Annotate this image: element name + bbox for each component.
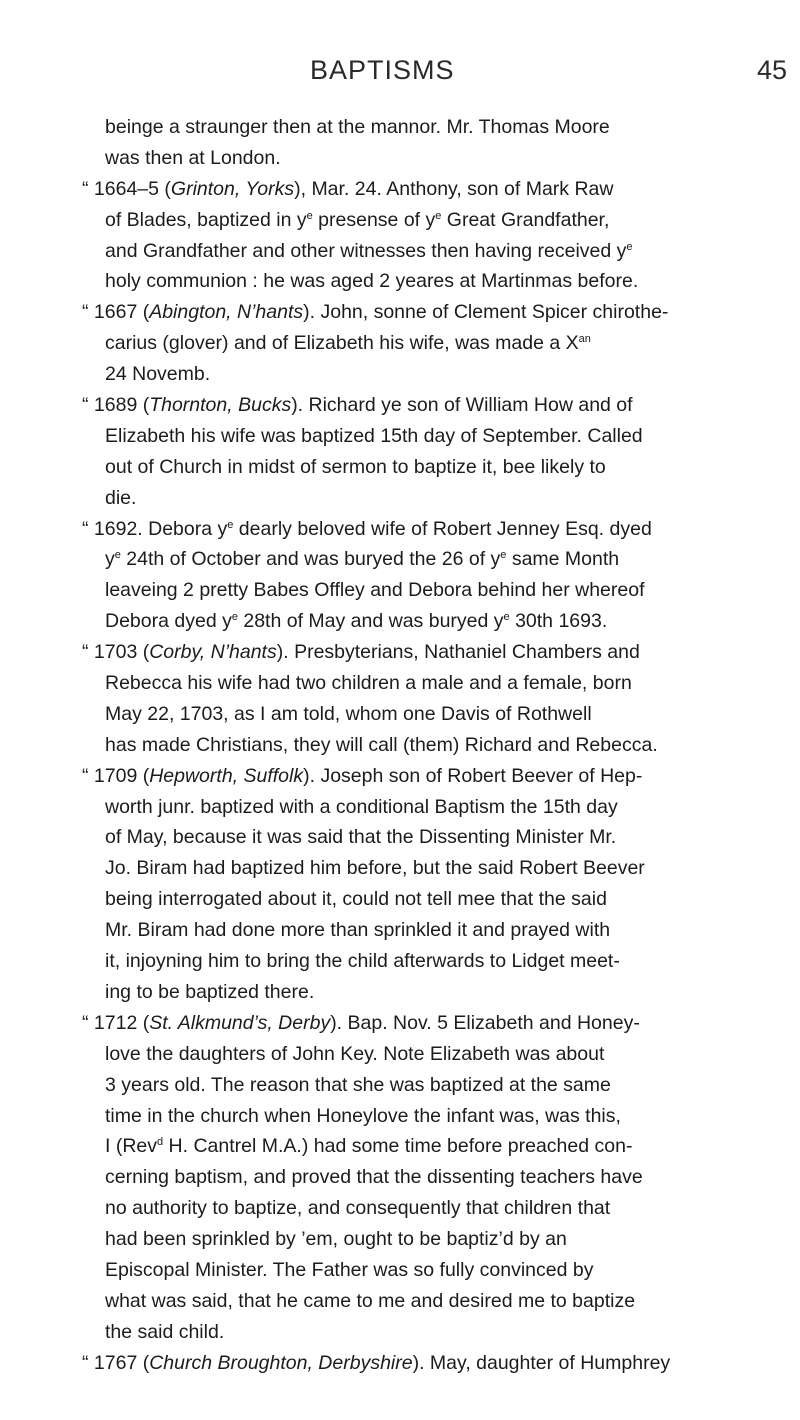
text-line [82, 112, 772, 143]
text-run: the said child. [105, 1320, 225, 1343]
superscript-text: e [500, 549, 507, 562]
text-line [82, 1224, 772, 1255]
text-run: ), Mar. 24. Anthony, son of Mark Raw [294, 177, 614, 200]
text-run: 24th of October and was buryed the 26 of y [120, 548, 501, 571]
text-line [82, 915, 772, 946]
place-name: Thornton, Bucks [149, 394, 292, 417]
text-run: ). Presbyterians, Nathaniel Chambers and [276, 641, 640, 664]
text-line [82, 421, 772, 452]
superscript-text: e [626, 240, 633, 253]
text-line [82, 637, 772, 668]
text-line [82, 1039, 772, 1070]
text-run: had been sprinkled by ’em, ought to be baptiz’d by an [105, 1228, 567, 1251]
superscript-text: d [157, 1136, 164, 1149]
text-line [82, 977, 772, 1008]
text-line [82, 236, 772, 267]
text-run: and Grandfather and other witnesses then having received y [105, 239, 627, 262]
text-line [82, 205, 772, 236]
text-run: ing to be baptized there. [105, 980, 315, 1003]
text-line [82, 1193, 772, 1224]
text-run: “ 1767 ( [82, 1351, 150, 1374]
text-line [82, 853, 772, 884]
text-run: “ 1712 ( [82, 1011, 150, 1034]
page-number: 45 [757, 55, 788, 85]
text-line [82, 514, 772, 545]
superscript-text: e [503, 611, 510, 624]
text-run: cerning baptism, and proved that the dissenting teachers have [105, 1166, 643, 1189]
text-line [82, 143, 772, 174]
text-run: Episcopal Minister. The Father was so fully convinced by [105, 1258, 594, 1281]
text-line [82, 1101, 772, 1132]
text-line [82, 328, 772, 359]
text-run: “ 1667 ( [82, 301, 150, 324]
text-run: die. [105, 486, 137, 509]
text-run: no authority to baptize, and consequently that children that [105, 1197, 611, 1220]
text-run: ). Richard ye son of William How and of [291, 394, 633, 417]
place-name: Church Broughton, Derbyshire [149, 1351, 413, 1374]
text-line [82, 1070, 772, 1101]
text-run: has made Christians, they will call (them) Richard and Rebecca. [105, 733, 658, 756]
text-run: Elizabeth his wife was baptized 15th day of September. Called [105, 424, 643, 447]
text-line [82, 452, 772, 483]
text-run: was then at London. [105, 146, 281, 169]
superscript-text: e [435, 209, 442, 222]
text-run: presense of y [312, 208, 436, 231]
text-line [82, 1286, 772, 1317]
text-line [82, 544, 772, 575]
place-name: Abington, N’hants [149, 301, 304, 324]
place-name: Hepworth, Suffolk [149, 764, 304, 787]
text-run: Rebecca his wife had two children a male and a female, born [105, 672, 632, 695]
text-line [82, 822, 772, 853]
text-run: 24 Novemb. [105, 363, 211, 386]
text-run: Great Grandfather, [441, 208, 610, 231]
text-run: I (Rev [105, 1135, 158, 1158]
superscript-text: e [114, 549, 121, 562]
text-run: it, injoyning him to bring the child afterwards to Lidget meet- [105, 950, 620, 973]
text-line [82, 1348, 772, 1379]
text-run: what was said, that he came to me and desired me to baptize [105, 1289, 636, 1312]
page-header [0, 55, 800, 95]
running-head: BAPTISMS [310, 55, 455, 85]
text-line [82, 761, 772, 792]
text-run: Mr. Biram had done more than sprinkled it and prayed with [105, 919, 611, 942]
text-line [82, 1317, 772, 1348]
superscript-text: e [231, 611, 238, 624]
superscript-text: e [227, 518, 234, 531]
text-run: love the daughters of John Key. Note Elizabeth was about [105, 1042, 605, 1065]
text-run: “ 1709 ( [82, 764, 150, 787]
text-run: “ 1703 ( [82, 641, 150, 664]
text-run: of Blades, baptized in y [105, 208, 307, 231]
text-line [82, 1008, 772, 1039]
text-run: “ 1689 ( [82, 394, 150, 417]
text-line [82, 1162, 772, 1193]
text-line [82, 1255, 772, 1286]
text-run: out of Church in midst of sermon to baptize it, bee likely to [105, 455, 606, 478]
text-run: same Month [506, 548, 620, 571]
text-run: Debora dyed y [105, 610, 232, 633]
place-name: St. Alkmund’s, Derby [149, 1011, 331, 1034]
text-line [82, 946, 772, 977]
text-line [82, 575, 772, 606]
text-run: ). May, daughter of Humphrey [412, 1351, 671, 1374]
superscript-text: an [578, 333, 591, 346]
text-line [82, 699, 772, 730]
text-run: 3 years old. The reason that she was baptized at the same [105, 1073, 611, 1096]
text-run: leaveing 2 pretty Babes Offley and Debora behind her whereof [105, 579, 645, 602]
text-run: beinge a straunger then at the mannor. Mr. Thomas Moore [105, 116, 610, 138]
text-run: Jo. Biram had baptized him before, but the said Robert Beever [105, 857, 645, 880]
text-line [82, 1131, 772, 1162]
text-line [82, 884, 772, 915]
text-run: y [105, 548, 115, 571]
text-line [82, 668, 772, 699]
body-text [82, 112, 772, 1379]
place-name: Corby, N’hants [149, 641, 277, 664]
text-run: ). Bap. Nov. 5 Elizabeth and Honey- [330, 1011, 640, 1034]
text-run: carius (glover) and of Elizabeth his wife, was made a X [105, 332, 579, 355]
text-run: 28th of May and was buryed y [237, 610, 504, 633]
text-line [82, 359, 772, 390]
text-run: of May, because it was said that the Dissenting Minister Mr. [105, 826, 617, 849]
text-run: worth junr. baptized with a conditional Baptism the 15th day [105, 795, 618, 818]
text-run: dearly beloved wife of Robert Jenney Esq. dyed [233, 517, 652, 540]
text-line [82, 606, 772, 637]
text-line [82, 483, 772, 514]
text-line [82, 174, 772, 205]
text-line [82, 390, 772, 421]
text-run: “ 1664–5 ( [82, 177, 171, 200]
text-line [82, 266, 772, 297]
text-run: ). Joseph son of Robert Beever of Hep- [303, 764, 643, 787]
text-run: H. Cantrel M.A.) had some time before preached con- [163, 1135, 633, 1158]
text-run: holy communion : he was aged 2 yeares at Martinmas before. [105, 270, 639, 293]
text-line [82, 730, 772, 761]
text-run: being interrogated about it, could not tell mee that the said [105, 888, 607, 911]
text-line [82, 792, 772, 823]
place-name: Grinton, Yorks [170, 177, 295, 200]
text-line [82, 297, 772, 328]
text-run: time in the church when Honeylove the infant was, was this, [105, 1104, 621, 1127]
text-run: 30th 1693. [509, 610, 608, 633]
text-run: “ 1692. Debora y [82, 517, 228, 540]
text-run: May 22, 1703, as I am told, whom one Davis of Rothwell [105, 702, 592, 725]
text-run: ). John, sonne of Clement Spicer chirothe- [303, 301, 669, 324]
superscript-text: e [306, 209, 313, 222]
